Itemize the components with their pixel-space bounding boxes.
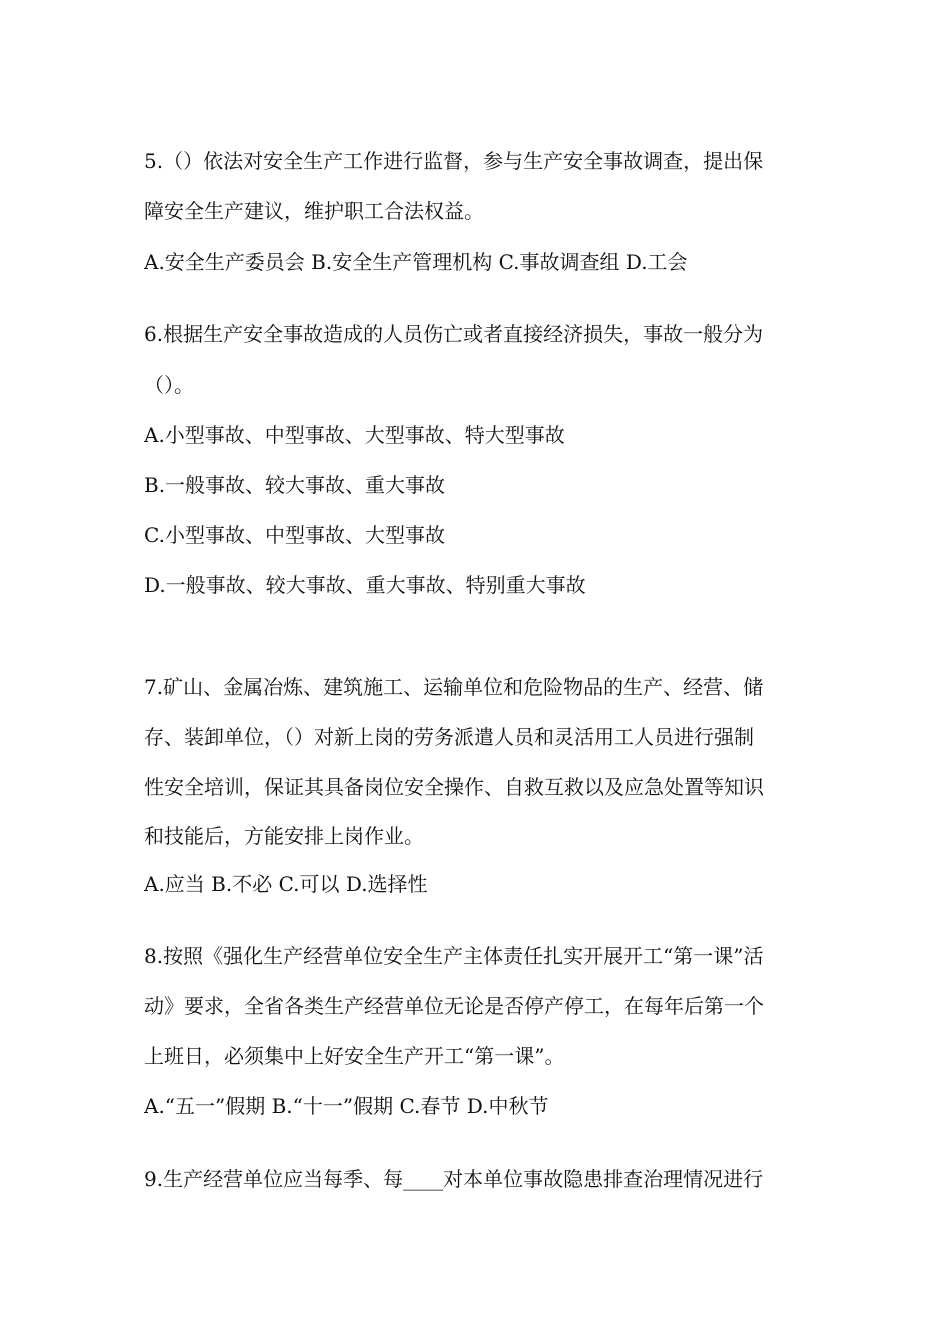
question-8-line-3: 上班日，必须集中上好安全生产开工“第一课”。 [144, 1044, 565, 1068]
question-8-line-2: 动》要求，全省各类生产经营单位无论是否停产停工，在每年后第一个 [144, 994, 764, 1018]
question-5-line-1: 5.（）依法对安全生产工作进行监督，参与生产安全事故调查，提出保 [144, 149, 764, 173]
question-5-line-2: 障安全生产建议，维护职工合法权益。 [144, 199, 484, 223]
question-7-line-2: 存、装卸单位，（）对新上岗的劳务派遣人员和灵活用工人员进行强制 [144, 725, 754, 749]
question-6-option-b: B.一般事故、较大事故、重大事故 [144, 473, 446, 497]
question-7-line-3: 性安全培训，保证其具备岗位安全操作、自救互救以及应急处置等知识 [144, 775, 764, 799]
question-9-line-1: 9.生产经营单位应当每季、每____对本单位事故隐患排查治理情况进行 [144, 1167, 764, 1191]
question-6-option-a: A.小型事故、中型事故、大型事故、特大型事故 [144, 423, 565, 447]
question-6-line-1: 6.根据生产安全事故造成的人员伤亡或者直接经济损失，事故一般分为 [144, 322, 764, 346]
question-6-option-d: D.一般事故、较大事故、重大事故、特别重大事故 [144, 573, 586, 597]
question-6-option-c: C.小型事故、中型事故、大型事故 [144, 523, 445, 547]
question-8-options: A.“五一”假期 B.“十一”假期 C.春节 D.中秋节 [144, 1094, 549, 1118]
question-7-options: A.应当 B.不必 C.可以 D.选择性 [144, 872, 428, 896]
question-7-line-4: 和技能后，方能安排上岗作业。 [144, 824, 424, 848]
question-6-line-2: （）。 [144, 373, 194, 397]
question-7-line-1: 7.矿山、金属冶炼、建筑施工、运输单位和危险物品的生产、经营、储 [144, 675, 764, 699]
question-5-options: A.安全生产委员会 B.安全生产管理机构 C.事故调查组 D.工会 [144, 250, 688, 274]
question-8-line-1: 8.按照《强化生产经营单位安全生产主体责任扎实开展开工“第一课”活 [144, 944, 764, 968]
